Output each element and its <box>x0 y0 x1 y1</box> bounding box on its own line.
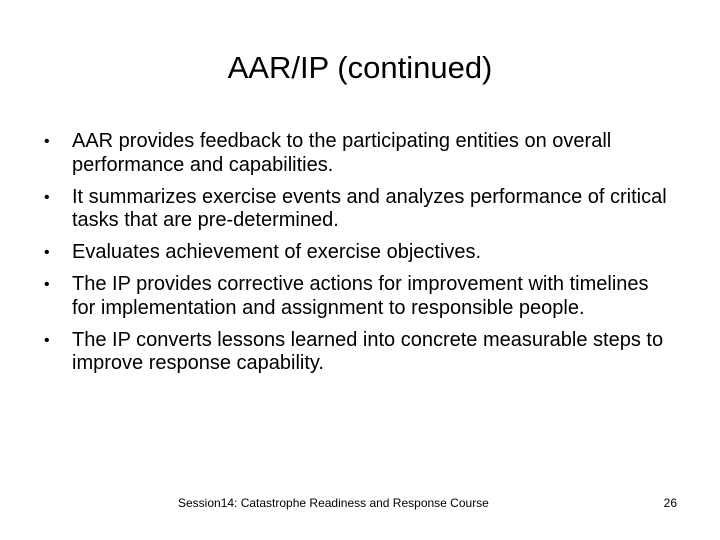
bullet-text: The IP converts lessons learned into concrete measurable steps to improve response capability. <box>72 328 664 374</box>
bullet-text: The IP provides corrective actions for improvement with timelines for implementation and assignment to responsible people. <box>72 273 649 319</box>
bullet-icon: • <box>44 133 50 150</box>
slide-title: AAR/IP (continued) <box>227 50 493 85</box>
bullet-icon: • <box>44 331 50 349</box>
footer-text: Session14: Catastrophe Readiness and Response Course <box>178 496 489 510</box>
bullet-icon: • <box>44 244 50 261</box>
bullet-item <box>44 328 672 376</box>
bullet-icon: • <box>44 188 50 206</box>
bullet-list <box>44 130 672 384</box>
bullet-item <box>44 273 672 320</box>
bullet-text: Evaluates achievement of exercise objectives. <box>72 241 482 263</box>
page-number: 26 <box>663 496 677 510</box>
bullet-item <box>44 241 672 265</box>
bullet-item <box>44 185 672 233</box>
bullet-text: AAR provides feedback to the participating entities on overall performance and capabilities. <box>72 130 612 176</box>
bullet-item <box>44 130 672 177</box>
bullet-text: It summarizes exercise events and analyzes performance of critical tasks that are pre-determined. <box>72 185 667 231</box>
bullet-icon: • <box>44 276 50 293</box>
